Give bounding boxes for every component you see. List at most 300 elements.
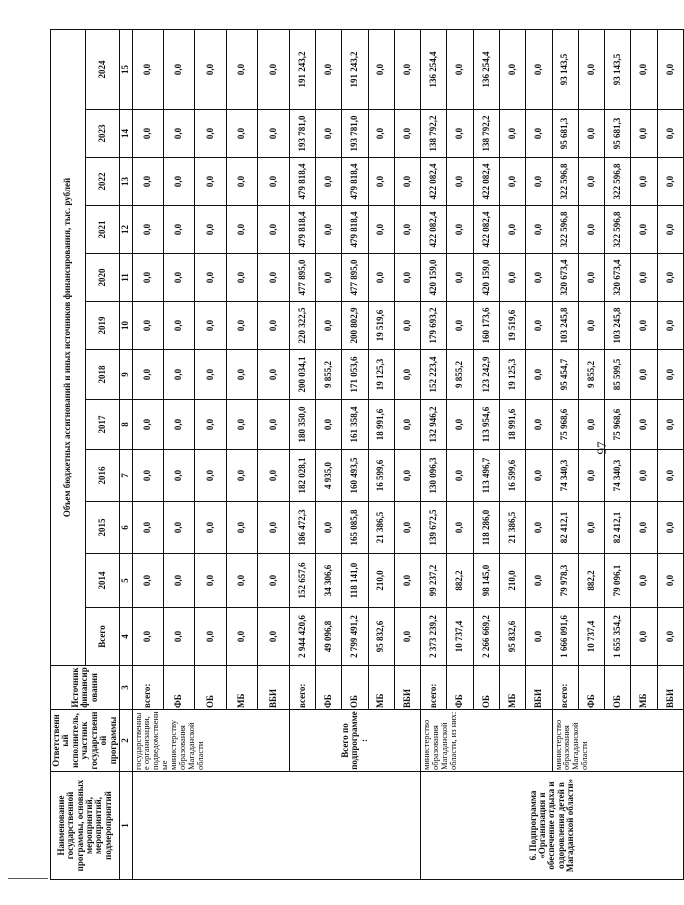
value-cell: 19 125,3	[368, 350, 394, 400]
value-cell: 0,0	[195, 302, 226, 350]
col-num: 6	[120, 502, 132, 554]
value-cell: 322 596,8	[552, 206, 578, 254]
value-cell: 0,0	[657, 29, 684, 109]
value-cell: 9 855,2	[315, 350, 341, 400]
value-cell: 34 306,6	[315, 554, 341, 608]
value-cell: 477 895,0	[342, 254, 368, 302]
value-cell: 74 340,3	[605, 450, 631, 502]
value-cell: 0,0	[226, 29, 257, 109]
value-cell: 0,0	[258, 29, 289, 109]
value-cell: 0,0	[394, 29, 420, 109]
value-cell: 160 493,5	[342, 450, 368, 502]
value-cell: 152 223,4	[421, 350, 447, 400]
value-cell: 0,0	[226, 206, 257, 254]
header-row-1	[51, 29, 86, 879]
value-cell: 136 254,4	[473, 29, 499, 109]
value-cell: 0,0	[631, 608, 657, 666]
value-cell: 93 143,5	[552, 29, 578, 109]
col-num: 15	[120, 29, 132, 109]
value-cell: 200 802,9	[342, 302, 368, 350]
value-cell: 99 237,2	[421, 554, 447, 608]
value-cell: 0,0	[394, 400, 420, 450]
value-cell: 0,0	[258, 554, 289, 608]
value-cell: 0,0	[195, 350, 226, 400]
value-cell: 0,0	[132, 400, 163, 450]
value-cell: 0,0	[394, 554, 420, 608]
value-cell: 0,0	[657, 400, 684, 450]
value-cell: 191 243,2	[289, 29, 315, 109]
header-year: 2022	[85, 158, 120, 206]
col-num: 1	[120, 772, 132, 880]
source-cell: МБ	[631, 666, 657, 710]
col-num: 2	[120, 710, 132, 772]
value-cell: 0,0	[631, 110, 657, 158]
value-cell: 113 496,7	[473, 450, 499, 502]
table-row	[421, 29, 447, 879]
value-cell: 0,0	[258, 206, 289, 254]
program-name	[132, 772, 421, 880]
value-cell: 95 681,3	[605, 110, 631, 158]
value-cell: 0,0	[132, 450, 163, 502]
value-cell: 0,0	[447, 158, 473, 206]
value-cell: 0,0	[132, 29, 163, 109]
col-num: 14	[120, 110, 132, 158]
value-cell: 0,0	[526, 302, 552, 350]
value-cell: 0,0	[578, 158, 604, 206]
table-row	[289, 29, 315, 879]
page-number: 97	[594, 441, 609, 455]
value-cell: 0,0	[526, 502, 552, 554]
value-cell: 200 034,1	[289, 350, 315, 400]
executor-cell: Всего по подпрограмме:	[289, 710, 420, 772]
value-cell: 0,0	[226, 608, 257, 666]
value-cell: 0,0	[447, 400, 473, 450]
source-cell: МБ	[226, 666, 257, 710]
value-cell: 0,0	[657, 350, 684, 400]
header-year: 2019	[85, 302, 120, 350]
value-cell: 0,0	[315, 206, 341, 254]
value-cell: 0,0	[447, 29, 473, 109]
value-cell: 0,0	[163, 302, 194, 350]
value-cell: 180 350,0	[289, 400, 315, 450]
value-cell: 420 159,0	[421, 254, 447, 302]
value-cell: 118 141,0	[342, 554, 368, 608]
value-cell: 1 666 091,6	[552, 608, 578, 666]
value-cell: 0,0	[195, 608, 226, 666]
value-cell: 0,0	[226, 450, 257, 502]
value-cell: 0,0	[578, 110, 604, 158]
value-cell: 113 954,6	[473, 400, 499, 450]
value-cell: 0,0	[163, 554, 194, 608]
value-cell: 0,0	[578, 400, 604, 450]
value-cell: 0,0	[368, 158, 394, 206]
value-cell: 0,0	[526, 29, 552, 109]
value-cell: 0,0	[368, 110, 394, 158]
value-cell: 19 519,6	[499, 302, 525, 350]
value-cell: 95 681,3	[552, 110, 578, 158]
value-cell: 0,0	[195, 110, 226, 158]
value-cell: 0,0	[631, 29, 657, 109]
value-cell: 0,0	[631, 502, 657, 554]
col-num: 8	[120, 400, 132, 450]
value-cell: 0,0	[657, 158, 684, 206]
table-row	[132, 29, 163, 879]
value-cell: 74 340,3	[552, 450, 578, 502]
value-cell: 79 978,3	[552, 554, 578, 608]
col-num: 7	[120, 450, 132, 502]
value-cell: 0,0	[226, 350, 257, 400]
source-cell: ВБИ	[394, 666, 420, 710]
value-cell: 9 855,2	[578, 350, 604, 400]
value-cell: 21 386,5	[499, 502, 525, 554]
value-cell: 82 412,1	[552, 502, 578, 554]
value-cell: 1 655 354,2	[605, 608, 631, 666]
value-cell: 75 968,6	[605, 400, 631, 450]
value-cell: 0,0	[226, 502, 257, 554]
value-cell: 0,0	[163, 158, 194, 206]
value-cell: 0,0	[657, 450, 684, 502]
value-cell: 0,0	[163, 450, 194, 502]
source-cell: МБ	[368, 666, 394, 710]
value-cell: 95 832,6	[368, 608, 394, 666]
value-cell: 422 082,4	[421, 206, 447, 254]
value-cell: 0,0	[315, 158, 341, 206]
rotated-table-container	[50, 30, 675, 880]
column-number-row	[120, 29, 132, 879]
value-cell: 0,0	[394, 254, 420, 302]
value-cell: 0,0	[258, 450, 289, 502]
value-cell: 182 028,1	[289, 450, 315, 502]
value-cell: 0,0	[631, 400, 657, 450]
value-cell: 0,0	[258, 254, 289, 302]
value-cell: 320 673,4	[552, 254, 578, 302]
value-cell: 0,0	[195, 502, 226, 554]
value-cell: 152 657,6	[289, 554, 315, 608]
executor-cell: государственные организации, подведомственные министерству образования Магаданской области	[132, 710, 289, 772]
value-cell: 0,0	[315, 302, 341, 350]
value-cell: 210,0	[368, 554, 394, 608]
source-cell: ФБ	[578, 666, 604, 710]
value-cell: 0,0	[657, 110, 684, 158]
value-cell: 0,0	[526, 450, 552, 502]
value-cell: 882,2	[578, 554, 604, 608]
source-cell: ВБИ	[657, 666, 684, 710]
source-cell: всего:	[289, 666, 315, 710]
header-name: Наименование государственной программы, основных мероприятий, мероприятий, подмероприятий	[51, 772, 120, 880]
value-cell: 0,0	[657, 302, 684, 350]
value-cell: 123 242,9	[473, 350, 499, 400]
value-cell: 322 596,8	[552, 158, 578, 206]
header-year: 2020	[85, 254, 120, 302]
value-cell: 0,0	[132, 302, 163, 350]
value-cell: 0,0	[315, 400, 341, 450]
value-cell: 479 818,4	[342, 158, 368, 206]
value-cell: 16 599,6	[499, 450, 525, 502]
value-cell: 82 412,1	[605, 502, 631, 554]
value-cell: 0,0	[368, 254, 394, 302]
financing-table	[50, 29, 684, 880]
value-cell: 0,0	[195, 254, 226, 302]
source-cell: ОБ	[605, 666, 631, 710]
value-cell: 0,0	[631, 206, 657, 254]
header-year: 2017	[85, 400, 120, 450]
value-cell: 0,0	[195, 450, 226, 502]
value-cell: 0,0	[258, 350, 289, 400]
value-cell: 0,0	[163, 206, 194, 254]
header-year: 2024	[85, 29, 120, 109]
col-num: 4	[120, 608, 132, 666]
value-cell: 0,0	[132, 110, 163, 158]
col-num: 13	[120, 158, 132, 206]
value-cell: 0,0	[258, 302, 289, 350]
value-cell: 0,0	[499, 29, 525, 109]
value-cell: 79 096,1	[605, 554, 631, 608]
value-cell: 420 159,0	[473, 254, 499, 302]
value-cell: 186 472,3	[289, 502, 315, 554]
value-cell: 0,0	[226, 554, 257, 608]
value-cell: 0,0	[578, 29, 604, 109]
value-cell: 0,0	[447, 110, 473, 158]
value-cell: 0,0	[526, 206, 552, 254]
value-cell: 16 599,6	[368, 450, 394, 502]
value-cell: 0,0	[499, 254, 525, 302]
value-cell: 0,0	[578, 206, 604, 254]
value-cell: 0,0	[258, 158, 289, 206]
value-cell: 882,2	[447, 554, 473, 608]
col-num: 3	[120, 666, 132, 710]
value-cell: 0,0	[526, 554, 552, 608]
source-cell: ОБ	[473, 666, 499, 710]
col-num: 9	[120, 350, 132, 400]
header-year: 2023	[85, 110, 120, 158]
value-cell: 136 254,4	[421, 29, 447, 109]
value-cell: 0,0	[132, 158, 163, 206]
value-cell: 0,0	[163, 502, 194, 554]
value-cell: 0,0	[578, 450, 604, 502]
value-cell: 0,0	[132, 254, 163, 302]
value-cell: 49 096,8	[315, 608, 341, 666]
value-cell: 0,0	[447, 450, 473, 502]
value-cell: 19 519,6	[368, 302, 394, 350]
source-cell: ОБ	[342, 666, 368, 710]
value-cell: 160 173,6	[473, 302, 499, 350]
value-cell: 0,0	[394, 110, 420, 158]
header-year: 2016	[85, 450, 120, 502]
value-cell: 9 855,2	[447, 350, 473, 400]
value-cell: 0,0	[163, 110, 194, 158]
value-cell: 0,0	[447, 302, 473, 350]
value-cell: 21 386,5	[368, 502, 394, 554]
value-cell: 0,0	[132, 350, 163, 400]
value-cell: 191 243,2	[342, 29, 368, 109]
value-cell: 0,0	[163, 608, 194, 666]
value-cell: 0,0	[315, 502, 341, 554]
source-cell: ВБИ	[526, 666, 552, 710]
value-cell: 18 991,6	[499, 400, 525, 450]
value-cell: 0,0	[657, 554, 684, 608]
value-cell: 10 737,4	[447, 608, 473, 666]
program-name: 6. Подпрограмма «Организация и обеспечение отдыха и оздоровления детей в Магаданской области»	[421, 772, 684, 880]
value-cell: 0,0	[315, 254, 341, 302]
value-cell: 0,0	[226, 400, 257, 450]
footer-rule	[8, 878, 48, 879]
source-cell: всего:	[132, 666, 163, 710]
value-cell: 322 596,8	[605, 206, 631, 254]
value-cell: 0,0	[195, 554, 226, 608]
value-cell: 0,0	[526, 608, 552, 666]
source-cell: ОБ	[195, 666, 226, 710]
value-cell: 103 245,8	[552, 302, 578, 350]
source-cell: ФБ	[447, 666, 473, 710]
value-cell: 0,0	[226, 110, 257, 158]
value-cell: 0,0	[163, 400, 194, 450]
value-cell: 0,0	[163, 29, 194, 109]
value-cell: 118 286,0	[473, 502, 499, 554]
value-cell: 0,0	[394, 302, 420, 350]
value-cell: 103 245,8	[605, 302, 631, 350]
value-cell: 0,0	[578, 502, 604, 554]
value-cell: 138 792,2	[473, 110, 499, 158]
value-cell: 479 818,4	[289, 206, 315, 254]
value-cell: 422 082,4	[421, 158, 447, 206]
value-cell: 0,0	[368, 206, 394, 254]
value-cell: 0,0	[657, 608, 684, 666]
value-cell: 2 373 239,2	[421, 608, 447, 666]
value-cell: 0,0	[226, 158, 257, 206]
value-cell: 0,0	[394, 502, 420, 554]
value-cell: 0,0	[631, 158, 657, 206]
value-cell: 0,0	[499, 158, 525, 206]
value-cell: 165 085,8	[342, 502, 368, 554]
value-cell: 0,0	[368, 29, 394, 109]
value-cell: 0,0	[258, 400, 289, 450]
value-cell: 0,0	[526, 158, 552, 206]
table-body	[132, 29, 684, 879]
source-cell: всего:	[552, 666, 578, 710]
value-cell: 0,0	[132, 554, 163, 608]
value-cell: 2 944 420,6	[289, 608, 315, 666]
value-cell: 4 935,0	[315, 450, 341, 502]
value-cell: 422 082,4	[473, 158, 499, 206]
header-executor: Ответственный исполнитель, участник государственной программы	[51, 710, 120, 772]
value-cell: 210,0	[499, 554, 525, 608]
value-cell: 10 737,4	[578, 608, 604, 666]
header-total: Всего	[85, 608, 120, 666]
value-cell: 0,0	[394, 350, 420, 400]
value-cell: 0,0	[394, 206, 420, 254]
header-year: 2021	[85, 206, 120, 254]
col-num: 11	[120, 254, 132, 302]
value-cell: 320 673,4	[605, 254, 631, 302]
value-cell: 0,0	[315, 29, 341, 109]
value-cell: 132 946,2	[421, 400, 447, 450]
value-cell: 93 143,5	[605, 29, 631, 109]
value-cell: 0,0	[657, 502, 684, 554]
col-num: 5	[120, 554, 132, 608]
value-cell: 85 599,5	[605, 350, 631, 400]
header-volume: Объем бюджетных ассигнований и иных источников финансирования, тыс. рублей	[51, 29, 86, 665]
value-cell: 75 968,6	[552, 400, 578, 450]
value-cell: 0,0	[578, 254, 604, 302]
value-cell: 322 596,8	[605, 158, 631, 206]
value-cell: 0,0	[195, 29, 226, 109]
value-cell: 0,0	[163, 350, 194, 400]
value-cell: 0,0	[132, 502, 163, 554]
value-cell: 0,0	[195, 400, 226, 450]
source-cell: МБ	[499, 666, 525, 710]
value-cell: 138 792,2	[421, 110, 447, 158]
executor-cell: министерство образования Магаданской области, из них:	[421, 710, 552, 772]
value-cell: 139 672,5	[421, 502, 447, 554]
value-cell: 422 082,4	[473, 206, 499, 254]
value-cell: 479 818,4	[289, 158, 315, 206]
value-cell: 0,0	[447, 254, 473, 302]
value-cell: 220 322,5	[289, 302, 315, 350]
value-cell: 0,0	[657, 254, 684, 302]
value-cell: 0,0	[631, 350, 657, 400]
value-cell: 0,0	[132, 608, 163, 666]
value-cell: 0,0	[195, 206, 226, 254]
value-cell: 0,0	[631, 450, 657, 502]
source-cell: ФБ	[163, 666, 194, 710]
value-cell: 477 895,0	[289, 254, 315, 302]
header-year: 2014	[85, 554, 120, 608]
value-cell: 0,0	[526, 350, 552, 400]
value-cell: 479 818,4	[342, 206, 368, 254]
header-year: 2018	[85, 350, 120, 400]
value-cell: 130 096,3	[421, 450, 447, 502]
col-num: 12	[120, 206, 132, 254]
source-cell: ВБИ	[258, 666, 289, 710]
value-cell: 2 799 491,2	[342, 608, 368, 666]
header-source: Источник финансирования	[51, 666, 120, 710]
value-cell: 0,0	[631, 254, 657, 302]
value-cell: 0,0	[447, 502, 473, 554]
value-cell: 0,0	[226, 254, 257, 302]
value-cell: 0,0	[163, 254, 194, 302]
value-cell: 2 266 669,2	[473, 608, 499, 666]
value-cell: 0,0	[526, 400, 552, 450]
value-cell: 0,0	[258, 608, 289, 666]
value-cell: 0,0	[499, 206, 525, 254]
value-cell: 0,0	[394, 158, 420, 206]
value-cell: 95 832,6	[499, 608, 525, 666]
value-cell: 0,0	[526, 254, 552, 302]
value-cell: 95 454,7	[552, 350, 578, 400]
value-cell: 0,0	[578, 302, 604, 350]
value-cell: 0,0	[226, 302, 257, 350]
value-cell: 0,0	[447, 206, 473, 254]
value-cell: 171 053,6	[342, 350, 368, 400]
value-cell: 0,0	[132, 206, 163, 254]
value-cell: 18 991,6	[368, 400, 394, 450]
executor-cell: министерство образования Магаданской области	[552, 710, 684, 772]
value-cell: 0,0	[258, 110, 289, 158]
value-cell: 0,0	[258, 502, 289, 554]
value-cell: 0,0	[499, 110, 525, 158]
source-cell: всего:	[421, 666, 447, 710]
col-num: 10	[120, 302, 132, 350]
table-row	[552, 29, 578, 879]
value-cell: 179 693,2	[421, 302, 447, 350]
value-cell: 193 781,0	[342, 110, 368, 158]
header-year: 2015	[85, 502, 120, 554]
value-cell: 19 125,3	[499, 350, 525, 400]
value-cell: 0,0	[657, 206, 684, 254]
value-cell: 0,0	[631, 302, 657, 350]
value-cell: 161 358,4	[342, 400, 368, 450]
source-cell: ФБ	[315, 666, 341, 710]
